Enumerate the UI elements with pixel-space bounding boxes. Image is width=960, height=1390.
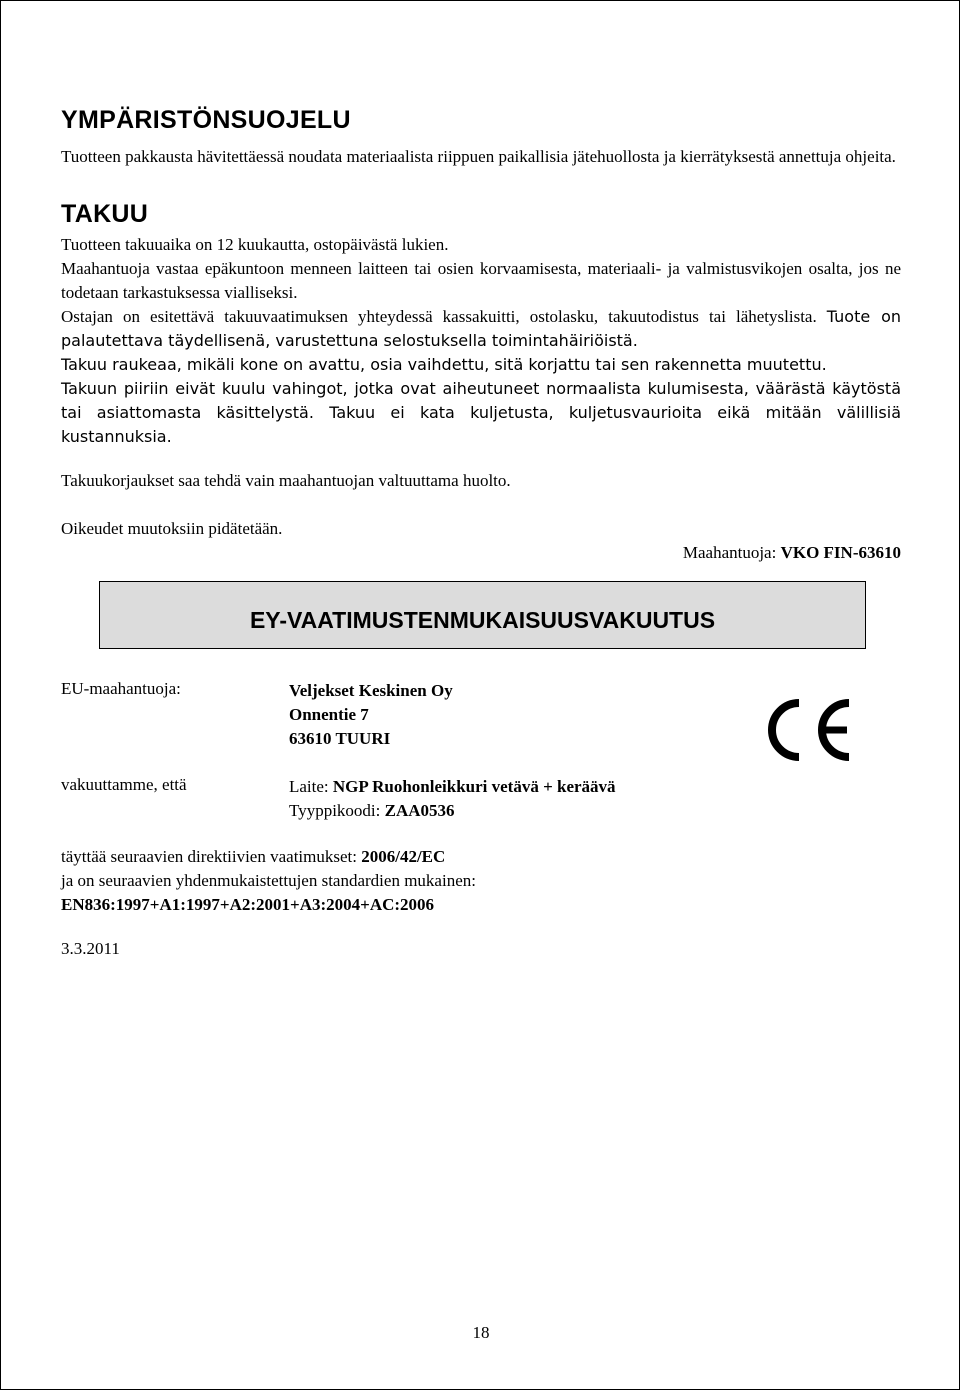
warranty-proof	[61, 305, 901, 353]
declare-label: vakuuttamme, että	[61, 775, 187, 794]
warranty-repairs: Takuukorjaukset saa tehdä vain maahantuojan valtuuttama huolto.	[61, 471, 511, 490]
page-content	[61, 105, 901, 961]
declaration-date: 3.3.2011	[61, 939, 120, 958]
directives-line	[61, 845, 901, 869]
type-value: ZAA0536	[384, 801, 455, 820]
device-info	[289, 775, 616, 823]
warranty-transport-text: Takuu ei kata kuljetusta, kuljetusvaurioita eikä mitään välillisiä kustannuksia.	[61, 403, 901, 446]
declaration-details	[61, 679, 901, 839]
rights-reserved: Oikeudet muutoksiin pidätetään.	[61, 519, 283, 538]
warranty-exclusions-text: Takuun piiriin eivät kuulu vahingot, jotka ovat aiheutuneet normaalista kulumisesta, väärästä käytöstä tai asiattomasta käsittelystä.	[61, 379, 901, 422]
device-label: Laite:	[289, 777, 333, 796]
ce-mark-icon	[761, 695, 857, 765]
type-line	[289, 799, 616, 823]
warranty-heading: TAKUU	[61, 200, 149, 228]
directives-label: täyttää seuraavien direktiivien vaatimukset:	[61, 847, 362, 866]
eu-importer-label: EU-maahantuoja:	[61, 679, 181, 698]
eu-importer-address	[289, 679, 453, 751]
environment-text: Tuotteen pakkausta hävitettäessä noudata materiaalista riippuen paikallisia jätehuollosta ja kierrätyksestä annettuja ohjeita.	[61, 147, 896, 166]
device-line	[289, 775, 616, 799]
environment-heading: YMPÄRISTÖNSUOJELU	[61, 106, 351, 134]
warranty-void: Takuu raukeaa, mikäli kone on avattu, osia vaihdettu, sitä korjattu tai sen rakennetta muutettu.	[61, 355, 827, 374]
warranty-period: Tuotteen takuuaika on 12 kuukautta, ostopäivästä lukien.	[61, 235, 449, 254]
directives-value: 2006/42/EC	[361, 847, 446, 866]
page-number: 18	[472, 1323, 490, 1342]
device-value: NGP Ruohonleikkuri vetävä + keräävä	[332, 777, 616, 796]
declaration-title-box	[99, 581, 866, 649]
standards-label: ja on seuraavien yhdenmukaistettujen standardien mukainen:	[61, 871, 476, 890]
company-city: 63610 TUURI	[289, 729, 391, 748]
importer-label: Maahantuoja:	[682, 543, 781, 562]
standards-value: EN836:1997+A1:1997+A2:2001+A3:2004+AC:2006	[61, 895, 435, 914]
importer-line	[61, 541, 901, 565]
company-name: Veljekset Keskinen Oy	[289, 681, 453, 700]
warranty-return-text: Tuote on palautettava täydellisenä, varustettuna selostuksella toimintahäiriöistä.	[61, 307, 902, 350]
warranty-proof-text: Ostajan on esitettävä takuuvaatimuksen yhteydessä kassakuitti, ostolasku, takuutodistus tai lähetyslista.	[61, 307, 817, 326]
type-label: Tyyppikoodi:	[289, 801, 385, 820]
warranty-responsibility: Maahantuoja vastaa epäkuntoon menneen laitteen tai osien korvaamisesta, materiaali- ja valmistusvikojen osalta, jos ne todetaan tarkastuksessa vialliseksi.	[61, 259, 901, 302]
company-street: Onnentie 7	[289, 705, 369, 724]
warranty-exclusions	[61, 377, 901, 449]
declaration-title: EY-VAATIMUSTENMUKAISUUSVAKUUTUS	[249, 606, 716, 633]
importer-value: VKO FIN-63610	[780, 543, 901, 562]
